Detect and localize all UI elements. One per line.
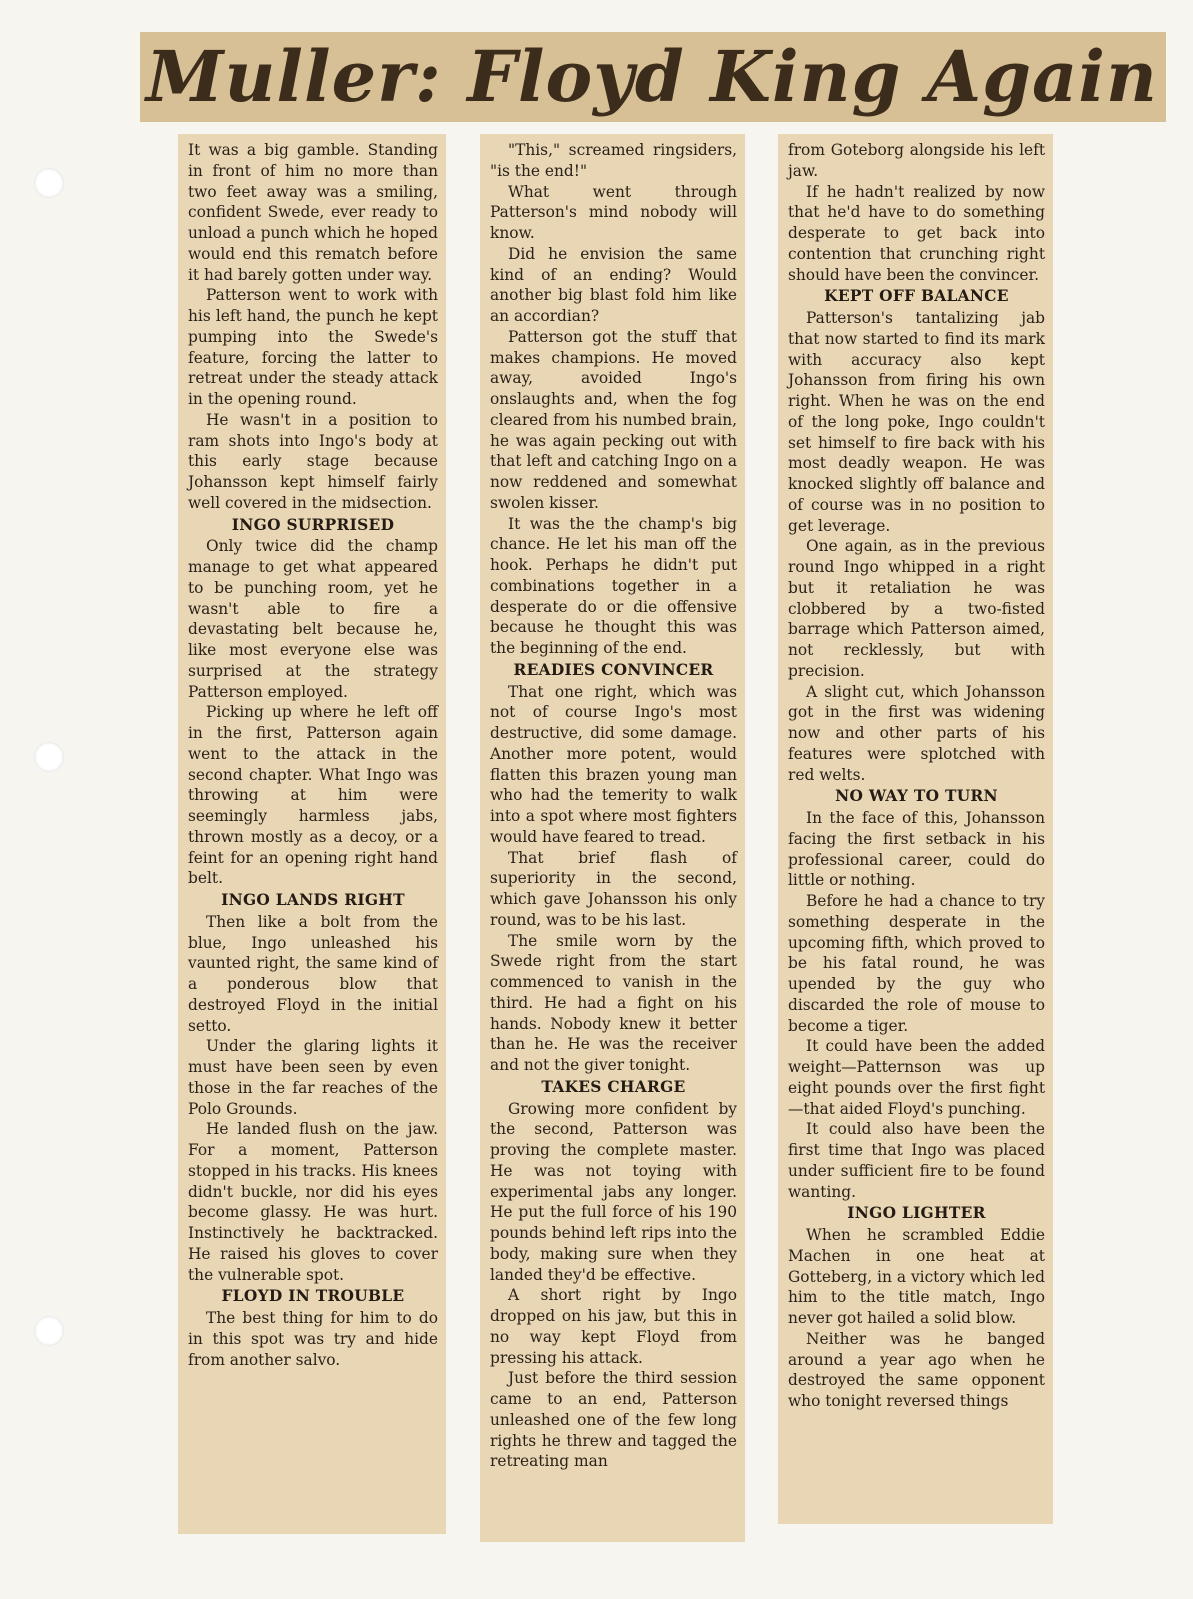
paragraph: The smile worn by the Swede right from the start commenced to vanish in the third. He had a fight on his hands. Nobody knew it better than he. He was the receiver and not the giver tonight. <box>490 931 737 1074</box>
paragraph: "This," screamed ringsiders, "is the end!" <box>490 141 737 180</box>
subhead: INGO SURPRISED <box>231 515 395 534</box>
paragraph: It could also have been the first time that Ingo was placed under sufficient fire to be found wanting. <box>788 1120 1045 1201</box>
punch-hole <box>34 742 64 772</box>
paragraph: A short right by Ingo dropped on his jaw, but this in no way kept Floyd from pressing his attack. <box>490 1286 737 1367</box>
paragraph: In the face of this, Johansson facing the first setback in his professional career, could do little or nothing. <box>788 809 1045 890</box>
paragraph: He wasn't in a position to ram shots into Ingo's body at this early stage because Johansson kept himself fairly well covered in the midsection. <box>188 410 438 512</box>
paragraph: What went through Patterson's mind nobody will know. <box>490 182 737 242</box>
article-column-1 <box>178 134 446 1534</box>
paragraph: Growing more confident by the second, Patterson was proving the complete master. He was not toying with experimental jabs any longer. He put the full force of his 190 pounds behind left rips into the body, making sure when they landed they'd be effective. <box>490 1099 737 1284</box>
paragraph: Then like a bolt from the blue, Ingo unleashed his vaunted right, the same kind of a ponderous blow that destroyed Floyd in the initial setto. <box>188 912 438 1035</box>
article-column-3 <box>778 134 1053 1524</box>
punch-hole <box>34 168 64 198</box>
paragraph: It could have been the added weight—Patternson was up eight pounds over the first fight—that aided Floyd's punching. <box>788 1037 1045 1118</box>
paragraph: That one right, which was not of course Ingo's most destructive, did some damage. Another more potent, would flatten this brazen young man who had the temerity to walk into a spot where most fighters would have feared to tread. <box>490 682 737 846</box>
paragraph: Before he had a chance to try something desperate in the upcoming fifth, which proved to be his fatal round, he was upended by the guy who discarded the role of mouse to become a tiger. <box>788 892 1045 1035</box>
headline: Muller: Floyd King Again <box>140 32 1166 122</box>
subhead: INGO LANDS RIGHT <box>221 891 405 909</box>
subhead: NO WAY TO TURN <box>835 787 998 806</box>
paragraph: Did he envision the same kind of an ending? Would another big blast fold him like an accordian? <box>490 244 737 325</box>
paragraph: Under the glaring lights it must have been seen by even those in the far reaches of the Polo Grounds. <box>188 1037 438 1118</box>
paragraph: from Goteborg alongside his left jaw. <box>788 141 1045 180</box>
paragraph: Only twice did the champ manage to get what appeared to be punching room, yet he wasn't able to fire a devastating belt because he, like most everyone else was surprised at the strategy Patterson employed. <box>188 537 438 701</box>
paragraph: Patterson went to work with his left hand, the punch he kept pumping into the Swede's feature, forcing the latter to retreat under the steady attack in the opening round. <box>188 286 438 408</box>
paragraph: Patterson got the stuff that makes champions. He moved away, avoided Ingo's onslaughts and, when the fog cleared from his numbed brain, he was again pecking out with that left and catching Ingo on a now reddened and somewhat swolen kisser. <box>490 327 737 512</box>
paragraph: It was the the champ's big chance. He let his man off the hook. Perhaps he didn't put combinations together in a desperate do or die offensive because he thought this was the beginning of the end. <box>490 514 737 657</box>
paragraph: If he hadn't realized by now that he'd have to do something desperate to get back into contention that crunching right should have been the convincer. <box>788 182 1045 284</box>
subhead: TAKES CHARGE <box>541 1077 686 1096</box>
punch-hole <box>34 1316 64 1346</box>
paragraph: One again, as in the previous round Ingo whipped in a right but it retaliation he was clobbered by a two-fisted barrage which Patterson aimed, not recklessly, but with precision. <box>788 537 1045 680</box>
paragraph: Just before the third session came to an end, Patterson unleashed one of the few long rights he threw and tagged the retreating man <box>490 1369 737 1471</box>
subhead: KEPT OFF BALANCE <box>824 287 1009 306</box>
paragraph: A slight cut, which Johansson got in the first was widening now and other parts of his features were splotched with red welts. <box>788 682 1045 784</box>
paragraph: Patterson's tantalizing jab that now started to find its mark with accuracy also kept Johansson from firing his own right. When he was on the end of the long poke, Ingo couldn't set himself to fire back with his most deadly weapon. He was knocked slightly off balance and of course was in no position to get leverage. <box>788 309 1045 535</box>
subhead: FLOYD IN TROUBLE <box>221 1287 405 1306</box>
paragraph: Neither was he banged around a year ago when he destroyed the same opponent who tonight reversed things <box>788 1329 1045 1410</box>
paragraph: The best thing for him to do in this spot was try and hide from another salvo. <box>188 1309 438 1369</box>
subhead: READIES CONVINCER <box>513 660 714 679</box>
paragraph: He landed flush on the jaw. For a moment, Patterson stopped in his tracks. His knees didn't buckle, nor did his eyes become glassy. He was hurt. Instinctively he backtracked. He raised his gloves to cover the vulnerable spot. <box>188 1120 438 1284</box>
paragraph: That brief flash of superiority in the second, which gave Johansson his only round, was to be his last. <box>490 848 737 929</box>
paragraph: Picking up where he left off in the first, Patterson again went to the attack in the second chapter. What Ingo was throwing at him were seemingly harmless jabs, thrown mostly as a decoy, or a feint for an opening right hand belt. <box>188 703 438 888</box>
paragraph: It was a big gamble. Standing in front of him no more than two feet away was a smiling, confident Swede, ever ready to unload a punch which he hoped would end this rematch before it had barely gotten under way. <box>188 141 438 284</box>
subhead: INGO LIGHTER <box>847 1204 986 1223</box>
paragraph: When he scrambled Eddie Machen in one heat at Gotteberg, in a victory which led him to the title match, Ingo never got hailed a solid blow. <box>788 1226 1045 1327</box>
article-column-2 <box>480 134 745 1542</box>
